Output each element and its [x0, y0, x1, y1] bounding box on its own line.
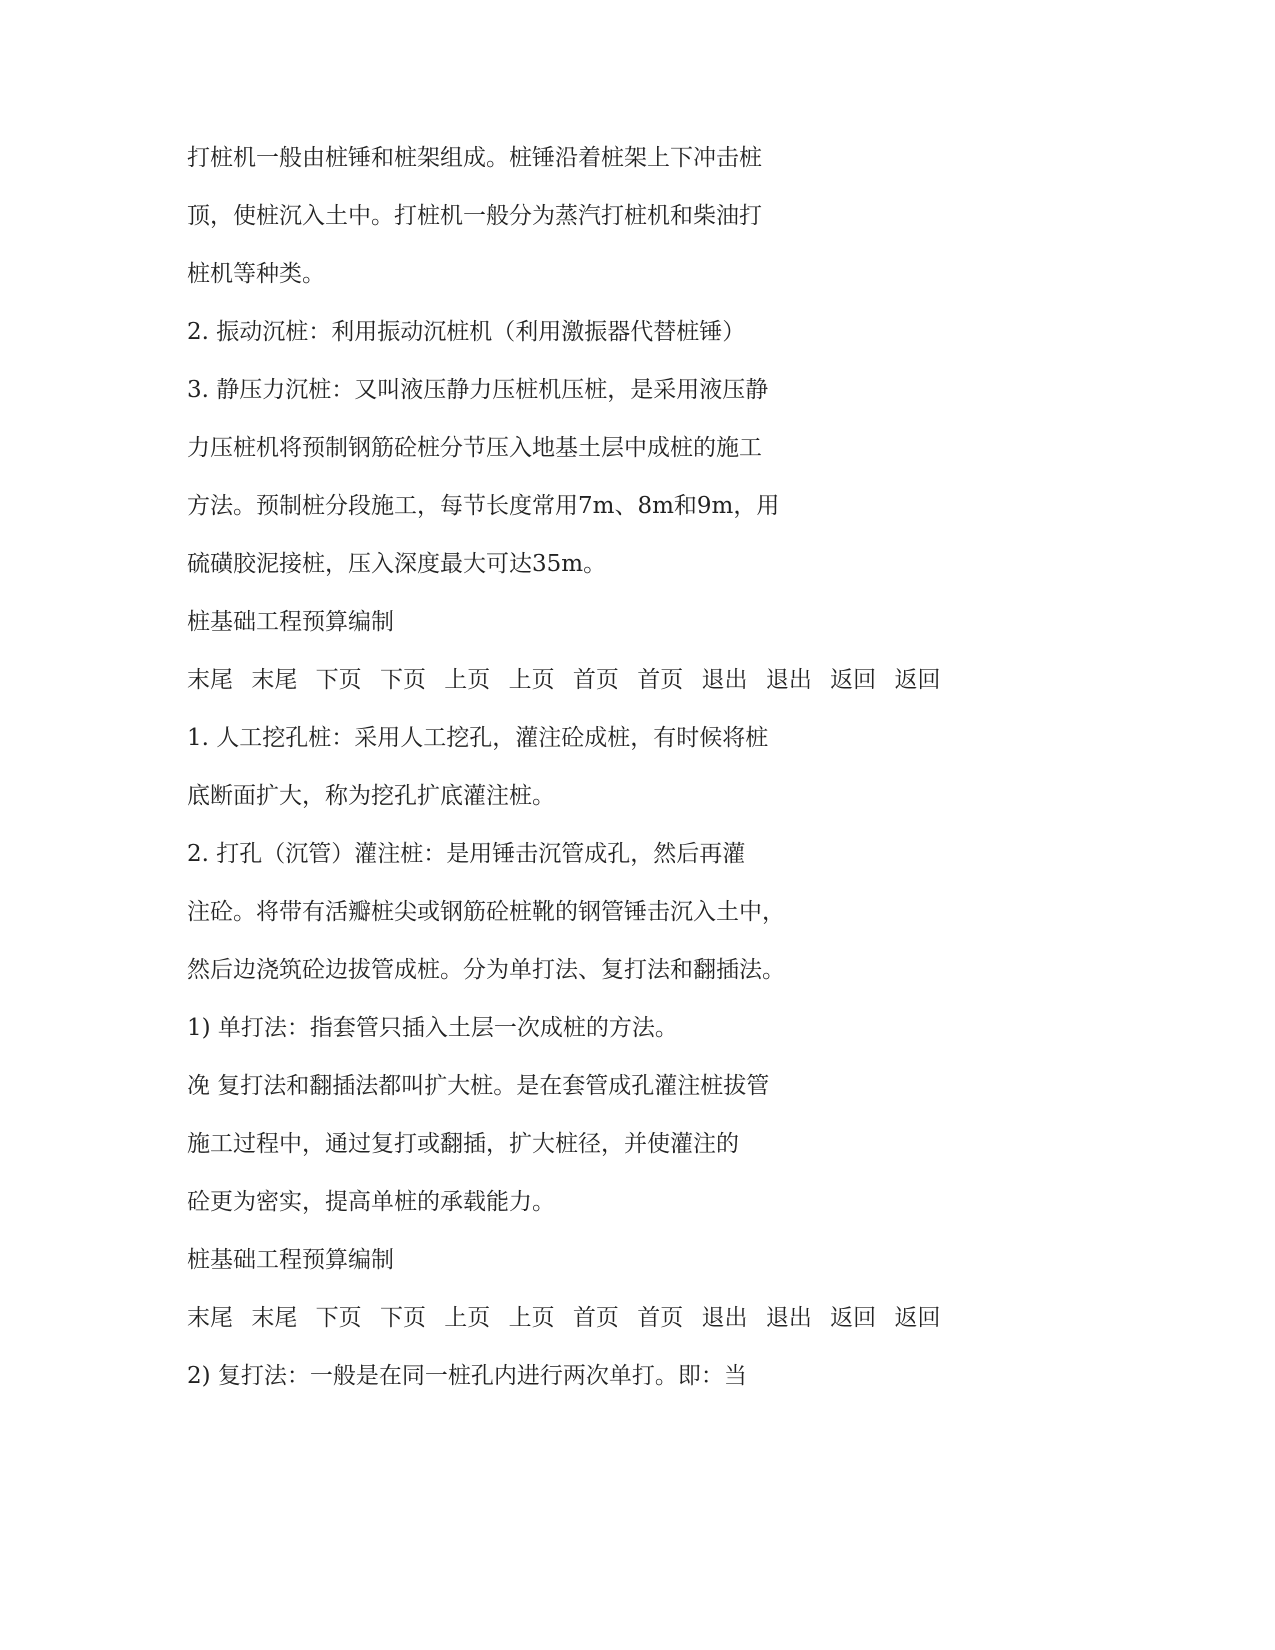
nav-exit-link[interactable]: 退出 — [765, 667, 812, 693]
text-line: 施工过程中，通过复打或翻插，扩大桩径，并使灌注的 — [187, 1131, 739, 1157]
nav-last-link[interactable]: 末尾 — [187, 667, 233, 693]
nav-prev-link[interactable]: 上页 — [444, 1305, 491, 1331]
page-navigation — [187, 665, 951, 695]
text-line: 硫磺胶泥接桩，压入深度最大可达35m。 — [187, 551, 607, 577]
text-line: 方法。预制桩分段施工，每节长度常用7m、8m和9m，用 — [187, 493, 780, 519]
text-line: 1. 人工挖孔桩：采用人工挖孔，灌注砼成桩，有时候将桩 — [187, 725, 769, 751]
text-line: 2) 复打法：一般是在同一桩孔内进行两次单打。即：当 — [187, 1363, 747, 1389]
text-line: 注砼。将带有活瓣桩尖或钢筋砼桩靴的钢管锤击沉入土中， — [187, 899, 785, 925]
nav-prev-link[interactable]: 上页 — [508, 1305, 555, 1331]
text-line: 力压桩机将预制钢筋砼桩分节压入地基土层中成桩的施工 — [187, 435, 762, 461]
text-line: 然后边浇筑砼边拔管成桩。分为单打法、复打法和翻插法。 — [187, 957, 785, 983]
page-navigation — [187, 1303, 951, 1333]
text-line: 顶，使桩沉入土中。打桩机一般分为蒸汽打桩机和柴油打 — [187, 203, 762, 229]
nav-return-link[interactable]: 返回 — [830, 667, 877, 693]
nav-return-link[interactable]: 返回 — [830, 1305, 877, 1331]
nav-last-link[interactable]: 末尾 — [251, 1305, 298, 1331]
nav-exit-link[interactable]: 退出 — [765, 1305, 812, 1331]
text-line: 砼更为密实，提高单桩的承载能力。 — [187, 1189, 555, 1215]
nav-last-link[interactable]: 末尾 — [187, 1305, 233, 1331]
nav-return-link[interactable]: 返回 — [894, 667, 941, 693]
nav-next-link[interactable]: 下页 — [315, 1305, 362, 1331]
section-heading: 桩基础工程预算编制 — [187, 609, 394, 635]
text-line: 3. 静压力沉桩：又叫液压静力压桩机压桩，是采用液压静 — [187, 377, 769, 403]
nav-next-link[interactable]: 下页 — [379, 1305, 426, 1331]
text-line: 底断面扩大，称为挖孔扩底灌注桩。 — [187, 783, 555, 809]
nav-next-link[interactable]: 下页 — [315, 667, 362, 693]
section-heading: 桩基础工程预算编制 — [187, 1247, 394, 1273]
nav-prev-link[interactable]: 上页 — [444, 667, 491, 693]
text-line: 打桩机一般由桩锤和桩架组成。桩锤沿着桩架上下冲击桩 — [187, 145, 762, 171]
text-line: 1) 单打法：指套管只插入土层一次成桩的方法。 — [187, 1015, 678, 1041]
nav-exit-link[interactable]: 退出 — [701, 1305, 748, 1331]
text-line: 2. 打孔（沉管）灌注桩：是用锤击沉管成孔，然后再灌 — [187, 841, 746, 867]
nav-first-link[interactable]: 首页 — [637, 667, 684, 693]
nav-first-link[interactable]: 首页 — [637, 1305, 684, 1331]
nav-next-link[interactable]: 下页 — [379, 667, 426, 693]
nav-exit-link[interactable]: 退出 — [701, 667, 748, 693]
nav-prev-link[interactable]: 上页 — [508, 667, 555, 693]
text-line: 2. 振动沉桩：利用振动沉桩机（利用激振器代替桩锤） — [187, 319, 746, 345]
nav-return-link[interactable]: 返回 — [894, 1305, 941, 1331]
nav-first-link[interactable]: 首页 — [572, 667, 619, 693]
nav-first-link[interactable]: 首页 — [572, 1305, 619, 1331]
nav-last-link[interactable]: 末尾 — [251, 667, 298, 693]
text-line: 桩机等种类。 — [187, 261, 325, 287]
text-line: 凂 复打法和翻插法都叫扩大桩。是在套管成孔灌注桩拔管 — [187, 1073, 770, 1099]
